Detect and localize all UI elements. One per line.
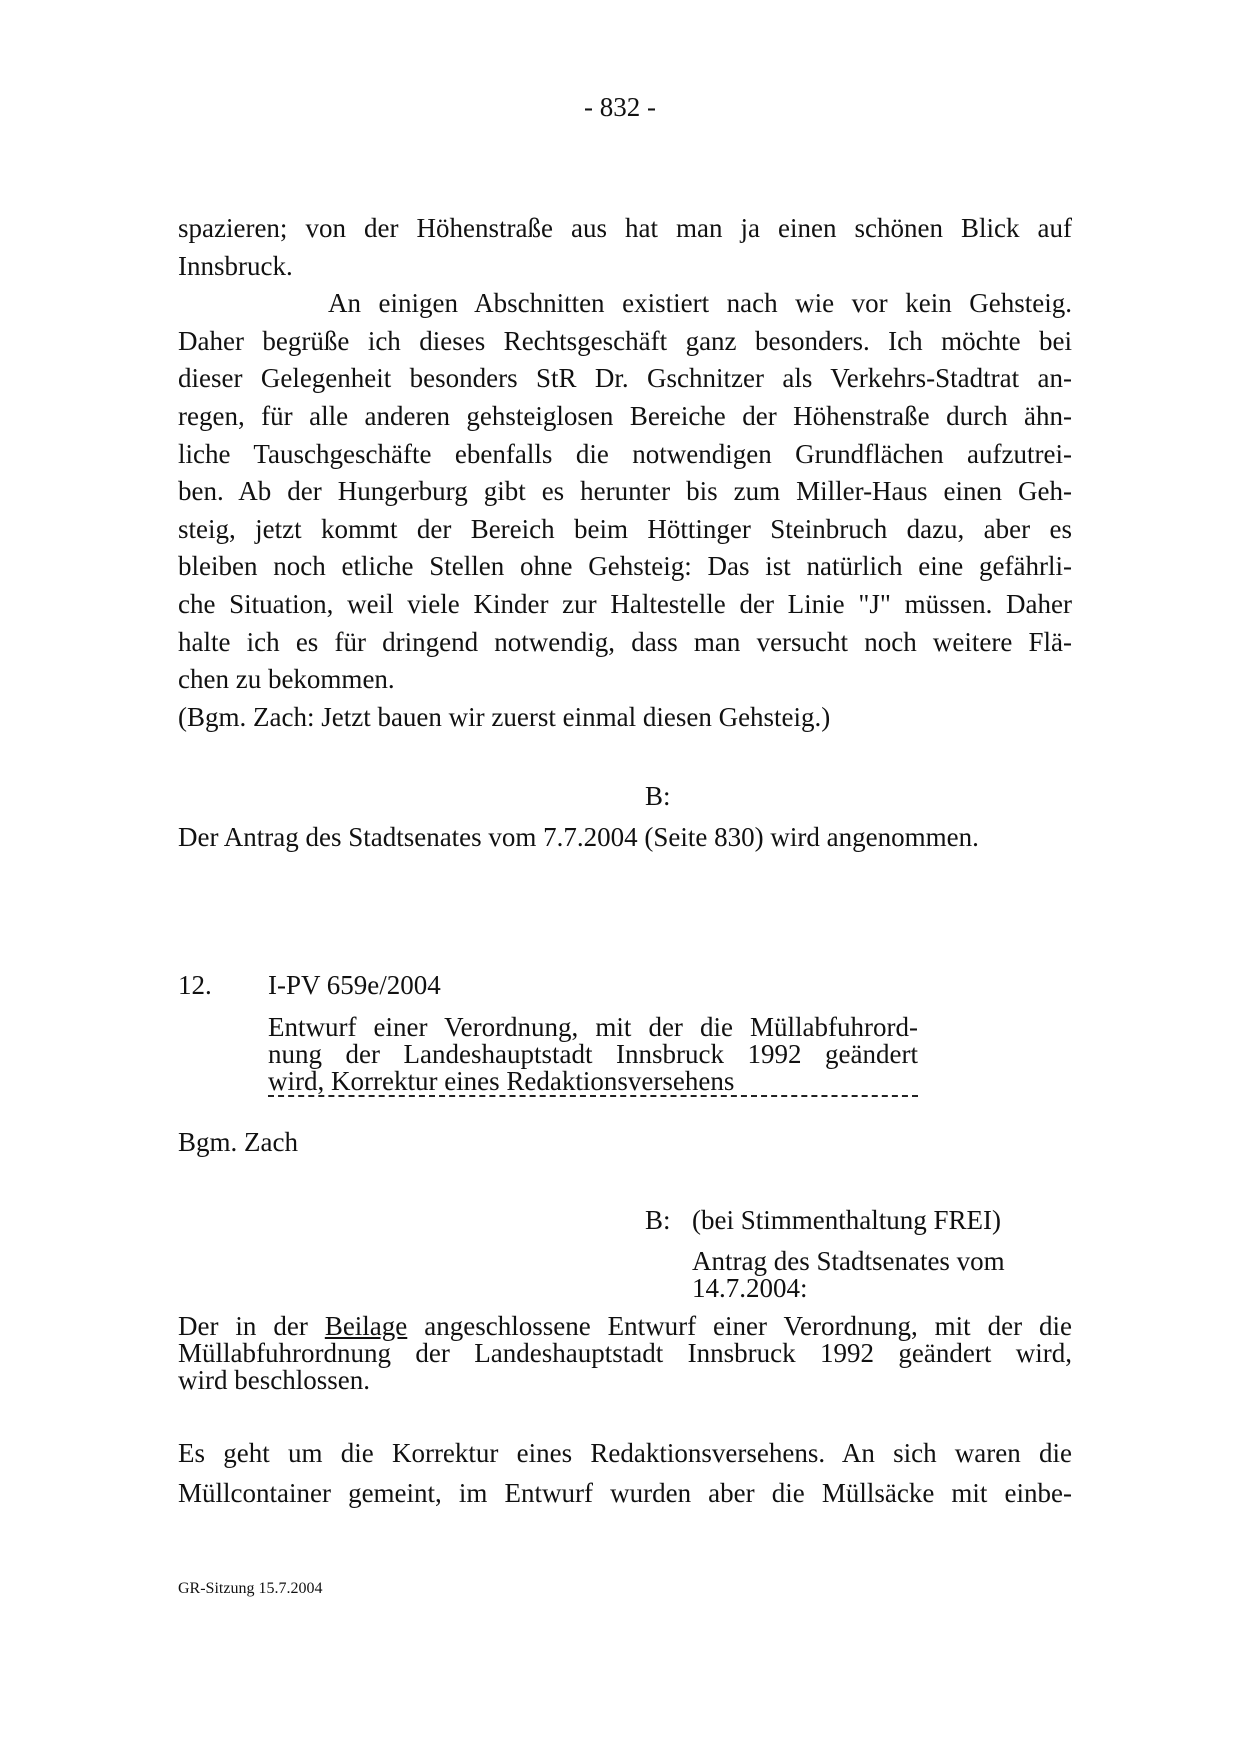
senate-motion [692, 1248, 1032, 1302]
text-line: dieser Gelegenheit besonders StR Dr. Gschnitzer als Verkehrs-Stadtrat an- [178, 363, 1072, 394]
resolution-text: Der Antrag des Stadtsenates vom 7.7.2004 (Seite 830) wird angenommen. [178, 822, 979, 852]
decision-text-before: Der in der [178, 1311, 325, 1341]
vote-note: (bei Stimmenthaltung FREI) [692, 1205, 1001, 1235]
title-line: nung der Landeshauptstadt Innsbruck 1992 geändert [268, 1039, 918, 1069]
speech-text [178, 210, 1072, 736]
decision-line: Müllabfuhrordnung der Landeshauptstadt Innsbruck 1992 geändert wird, [178, 1338, 1072, 1368]
attachment-link[interactable]: Beilage [324, 1311, 408, 1341]
decision-text-after: angeschlossene Entwurf einer Verordnung, mit der die [407, 1311, 1073, 1341]
speaker-name: Bgm. Zach [178, 1127, 298, 1157]
text-line: spazieren; von der Höhenstraße aus hat man ja einen schönen Blick auf [178, 213, 1072, 243]
text-line: regen, für alle anderen gehsteiglosen Bereiche der Höhenstraße durch ähn- [178, 400, 1072, 431]
footer-session-date: GR-Sitzung 15.7.2004 [178, 1580, 323, 1597]
decision-line [178, 1313, 1072, 1340]
title-line: wird, Korrektur eines Redaktionsversehens [268, 1066, 735, 1096]
text-line: ben. Ab der Hungerburg gibt es herunter bis zum Miller-Haus einen Geh- [178, 476, 1072, 507]
page-number: - 832 - [584, 92, 656, 122]
resolution-label: B: [645, 1205, 671, 1235]
agenda-item-title [268, 1014, 918, 1095]
title-line: Entwurf einer Verordnung, mit der die Müllabfuhrord- [268, 1012, 918, 1042]
text-line: liche Tauschgeschäfte ebenfalls die notwendigen Grundflächen aufzutrei- [178, 438, 1072, 469]
resolution-label: B: [645, 781, 671, 811]
senate-motion-line: Antrag des Stadtsenates vom [692, 1246, 1005, 1276]
decision-text [178, 1313, 1072, 1394]
decision-line: wird beschlossen. [178, 1365, 370, 1395]
senate-motion-date: 14.7.2004: [692, 1273, 808, 1303]
closing-paragraph [178, 1433, 1072, 1513]
agenda-item-code: I-PV 659e/2004 [268, 970, 441, 1000]
text-line: bleiben noch etliche Stellen ohne Gehsteig: Das ist natürlich eine gefährli- [178, 551, 1072, 582]
text-line: chen zu bekommen. [178, 664, 395, 695]
text-line: Innsbruck. [178, 250, 293, 281]
text-line: steig, jetzt kommt der Bereich beim Höttinger Steinbruch dazu, aber es [178, 513, 1072, 544]
dashed-divider [268, 1095, 918, 1097]
text-line: che Situation, weil viele Kinder zur Haltestelle der Linie "J" müssen. Daher [178, 588, 1072, 619]
agenda-item-number: 12. [178, 970, 212, 1000]
closing-line: Es geht um die Korrektur eines Redaktionsversehens. An sich waren die [178, 1438, 1072, 1468]
text-line: An einigen Abschnitten existiert nach wie vor kein Gehsteig. [328, 288, 1072, 319]
text-line: halte ich es für dringend notwendig, dass man versucht noch weitere Flä- [178, 626, 1072, 657]
text-line: Daher begrüße ich dieses Rechtsgeschäft ganz besonders. Ich möchte bei [178, 325, 1072, 356]
closing-line: Müllcontainer gemeint, im Entwurf wurden aber die Müllsäcke mit einbe- [178, 1478, 1072, 1508]
interjection: (Bgm. Zach: Jetzt bauen wir zuerst einmal diesen Gehsteig.) [178, 701, 831, 732]
